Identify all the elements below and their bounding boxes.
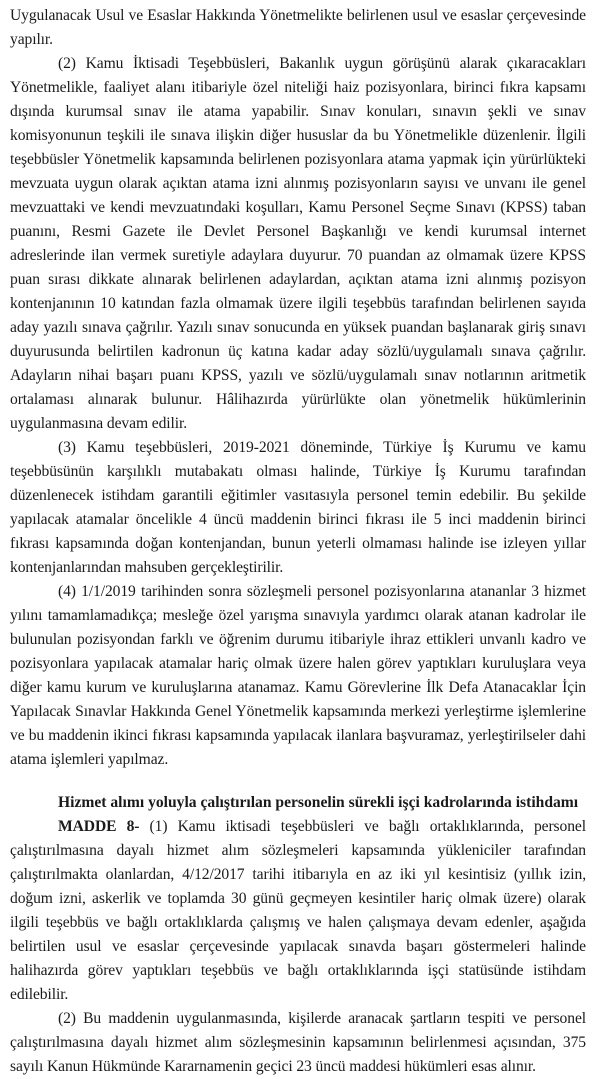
article-8-paragraph-2: (2) Bu maddenin uygulanmasında, kişilerde aranacak şartların tespiti ve personel çalıştırılmasına dayalı hizmet alım sözleşmesinin kapsamının belirlenmesi açısından, 375 sayılı Kanun Hükmünde Kararnamenin geçici 23 üncü maddesi hükümleri esas alınır. [10, 1010, 586, 1075]
paragraph-2: (2) Kamu İktisadi Teşebbüsleri, Bakanlık uygun görüşünü alarak çıkaracakları Yönetmelikle, faaliyet alanı itibariyle özel niteliği haiz pozisyonlara, birinci fıkra kapsamı dışında kurumsal sınav ile atama yapabilir. Sınav konuları, sınavın şekli ve sınav komisyonunun teşkili ile sınava ilişkin diğer hususlar da bu Yönetmelikle düzenlenir. İlgili teşebbüsler Yönetmelik kapsamında belirlenen pozisyonlara atama yapmak için yürürlükteki mevzuata uygun olarak açıktan atama izni alınmış pozisyonların sayısı ve unvanı ile genel mevzuattaki ve kendi mevzuatındaki koşulları, Kamu Personel Seçme Sınavı (KPSS) taban puanını, Resmi Gazete ile Devlet Personel Başkanlığı ve kendi kurumsal internet adreslerinde ilan vermek suretiyle adaylara duyurur. 70 puandan az olmamak üzere KPSS puan sırası dikkate alınarak belirlenen adaylardan, açıktan atama izni alınmış pozisyon kontenjanının 10 katından fazla olmamak üzere ilgili teşebbüs tarafından belirlenen sayıda aday yazılı sınava çağrılır. Yazılı sınav sonucunda en yüksek puandan başlanarak giriş sınavı duyurusunda belirtilen kadronun üç katına kadar aday sözlü/uygulamalı sınava çağrılır. Adayların nihai başarı puanı KPSS, yazılı ve sözlü/uygulamalı sınav notlarının aritmetik ortalaması alınarak bulunur. Hâlihazırda yürürlükte olan yönetmelik hükümlerinin uygulanmasına devam edilir. [10, 55, 586, 432]
paragraph-3: (3) Kamu teşebbüsleri, 2019-2021 döneminde, Türkiye İş Kurumu ve kamu teşebbüsünün karşılıklı mutabakatı olması halinde, Türkiye İş Kurumu tarafından düzenlenecek istihdam garantili eğitimler vasıtasıyla personel temin edebilir. Bu şekilde yapılacak atamalar öncelikle 4 üncü maddenin birinci fıkrası ile 5 inci maddenin birinci fıkrası kapsamında doğan kontenjandan, bunun yeterli olmaması halinde ise izleyen yıllar kontenjanlarından mahsuben gerçekleştirilir. [10, 439, 586, 576]
paragraph-4: (4) 1/1/2019 tarihinden sonra sözleşmeli personel pozisyonlarına atananlar 3 hizmet yılını tamamlamadıkça; mesleğe özel yarışma sınavıyla yardımcı olarak atanan kadrolar ile bulunulan pozisyondan farklı ve öğrenim durumu itibariyle ihraz ettikleri unvanlı kadro ve pozisyonlara yapılacak atamalar hariç olmak üzere halen görev yaptıkları kuruluşlara veya diğer kamu kurum ve kuruluşlarına atanamaz. Kamu Görevlerine İlk Defa Atanacaklar İçin Yapılacak Sınavlar Hakkında Genel Yönetmelik kapsamında merkezi yerleştirme işlemlerine ve bu maddenin ikinci fıkrası kapsamında yapılacak ilanlara başvuramaz, yerleştirilseler dahi atama işlemleri yapılmaz. [10, 583, 586, 768]
section-heading: Hizmet alımı yoluyla çalıştırılan personelin sürekli işçi kadrolarında istihdamı [58, 794, 579, 811]
article-8-paragraph-1-text: (1) Kamu iktisadi teşebbüsleri ve bağlı ortaklıklarında, personel çalıştırılmasına dayalı hizmet alım sözleşmeleri kapsamında yükleniciler tarafından çalıştırılmakta olanlardan, 4/12/2017 tarihi itibarıyla en az iki yıl kesintisiz (yıllık izin, doğum izni, askerlik ve toplamda 30 günü geçmeyen kesintiler hariç olmak üzere) olarak ilgili teşebbüs ve bağlı ortaklıklarda çalışmış ve halen çalışmaya devam edenler, aşağıda belirtilen usul ve esaslar çerçevesinde yapılacak sınavda başarı göstermeleri halinde halihazırda görev yaptıkları teşebbüs ve bağlı ortaklıklarında işçi statüsünde istihdam edilebilir. [10, 818, 586, 1003]
article-8-paragraph-1 [10, 815, 586, 1007]
intro-paragraph: Uygulanacak Usul ve Esaslar Hakkında Yönetmelikte belirlenen usul ve esaslar çerçevesinde yapılır. [10, 7, 586, 48]
article-label: MADDE 8- [58, 818, 140, 835]
